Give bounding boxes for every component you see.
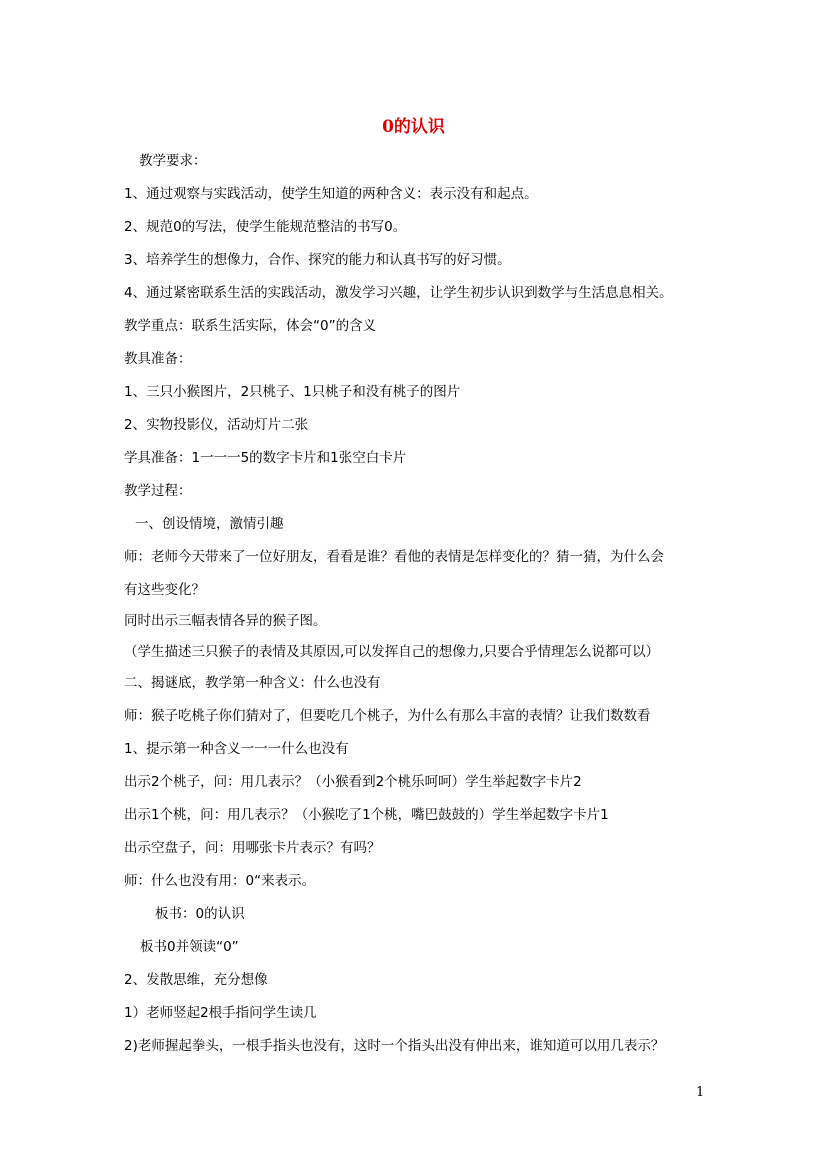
- paragraph-line: 1、提示第一种含义一一一什么也没有: [124, 741, 349, 757]
- paragraph-line: 师：老师今天带来了一位好朋友，看看是谁？看他的表情是怎样变化的？猜一猜，为什么会: [124, 549, 664, 565]
- requirement-3: 3、培养学生的想像力，合作、探究的能力和认真书写的好习惯。: [124, 252, 511, 268]
- paragraph-line: 2)老师握起拳头，一根手指头也没有，这时一个指头出没有伸出来，谁知道可以用几表示？: [124, 1038, 665, 1054]
- paragraph-line: 出示1个桃，问：用几表示？（小猴吃了1个桃，嘴巴鼓鼓的）学生举起数字卡片1: [124, 807, 609, 823]
- teaching-aid-2: 2、实物投影仪，活动灯片二张: [124, 417, 309, 433]
- teaching-aid-1: 1、三只小猴图片，2只桃子、1只桃子和没有桃子的图片: [124, 384, 461, 400]
- paragraph-line: （学生描述三只猴子的表情及其原因,可以发挥自己的想像力,只要合乎情理怎么说都可以）: [124, 644, 660, 660]
- requirement-1: 1、通过观察与实践活动，使学生知道的两种含义：表示没有和起点。: [124, 186, 538, 202]
- board-note: 板书：0的认识: [155, 906, 245, 922]
- section-heading-process: 教学过程：: [124, 483, 192, 499]
- paragraph-line: 有这些变化？: [124, 582, 205, 598]
- student-materials: 学具准备：1一一一5的数字卡片和1张空白卡片: [124, 450, 407, 466]
- paragraph-line: 出示2个桃子，问：用几表示？（小猴看到2个桃乐呵呵）学生举起数字卡片2: [124, 774, 582, 790]
- paragraph-line: 1）老师竖起2根手指问学生读几: [124, 1005, 317, 1021]
- section-heading-requirements: 教学要求：: [139, 153, 207, 169]
- board-note: 板书0并领读“0”: [140, 939, 239, 955]
- paragraph-line: 2、发散思维，充分想像: [124, 972, 268, 988]
- paragraph-line: 师：猴子吃桃子你们猜对了，但要吃几个桃子，为什么有那么丰富的表情？让我们数数看: [124, 708, 651, 724]
- document-title: 0的认识: [382, 117, 445, 137]
- teaching-focus: 教学重点：联系生活实际，体会“0”的含义: [124, 318, 377, 334]
- paragraph-line: 出示空盘子，问：用哪张卡片表示？有吗？: [124, 840, 381, 856]
- process-step-1-heading: 一、创设情境，激情引趣: [135, 516, 284, 532]
- requirement-4: 4、通过紧密联系生活的实践活动，激发学习兴趣，让学生初步认识到数学与生活息息相关。: [124, 285, 673, 301]
- paragraph-line: 同时出示三幅表情各异的猴子图。: [124, 613, 327, 629]
- requirement-2: 2、规范0的写法，使学生能规范整洁的书写0。: [124, 219, 407, 235]
- paragraph-line: 师：什么也没有用：0“来表示。: [124, 873, 316, 889]
- process-step-2-heading: 二、揭谜底，教学第一种含义：什么也没有: [124, 675, 381, 691]
- section-heading-teaching-aids: 教具准备：: [124, 351, 192, 367]
- page-number: 1: [696, 1085, 705, 1100]
